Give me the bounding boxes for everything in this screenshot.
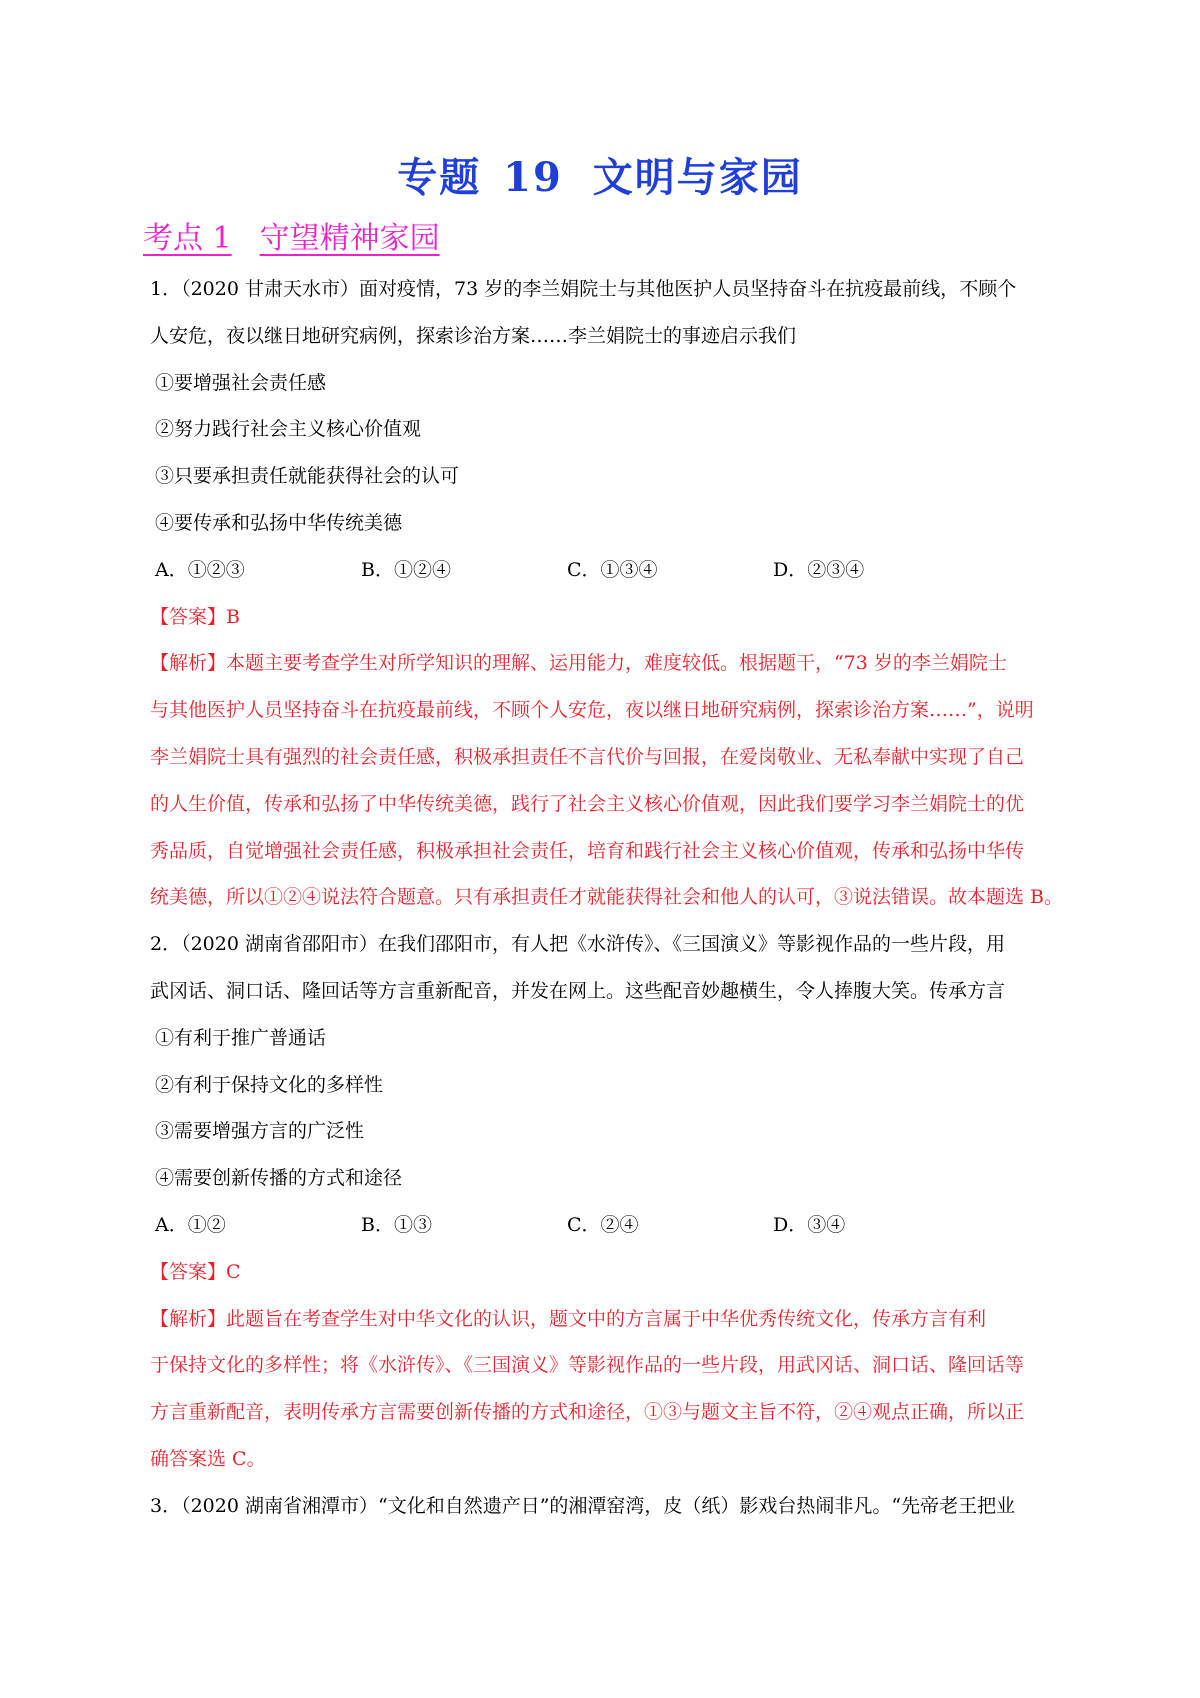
question-1-analysis-line-1: 【解析】本题主要考查学生对所学知识的理解、运用能力，难度较低。根据题干，“73 岁的李兰娟院士 — [150, 652, 1007, 675]
question-1-analysis-line-2: 与其他医护人员坚持奋斗在抗疫最前线，不顾个人安危，夜以继日地研究病例，探索诊治方案……”，说明 — [150, 699, 1034, 722]
question-1-line-2: 人安危，夜以继日地研究病例，探索诊治方案……李兰娟院士的事迹启示我们 — [150, 324, 797, 347]
question-1-item-2: ②努力践行社会主义核心价值观 — [155, 418, 422, 441]
section-label: 考点 1 — [143, 221, 232, 256]
question-1-item-3: ③只要承担责任就能获得社会的认可 — [155, 465, 460, 488]
question-1-analysis-line-6: 统美德，所以①②④说法符合题意。只有承担责任才就能获得社会和他人的认可，③说法错误。故本题选 B。 — [150, 886, 1064, 909]
question-1-answer: 【答案】B — [150, 605, 240, 628]
question-1-analysis-line-4: 的人生价值，传承和弘扬了中华传统美德，践行了社会主义核心价值观，因此我们要学习李兰娟院士的优 — [150, 792, 1025, 815]
question-2-item-1: ①有利于推广普通话 — [155, 1026, 327, 1049]
question-2-line-1: 2．（2020 湖南省邵阳市）在我们邵阳市，有人把《水浒传》、《三国演义》等影视作品的一些片段，用 — [150, 933, 1005, 956]
question-1-analysis-line-5: 秀品质，自觉增强社会责任感，积极承担社会责任，培育和践行社会主义核心价值观，传承和弘扬中华传 — [150, 839, 1025, 862]
option-c: C．②④ — [567, 1213, 639, 1236]
question-1-analysis-line-3: 李兰娟院士具有强烈的社会责任感，积极承担责任不言代价与回报，在爱岗敬业、无私奉献中实现了自己 — [150, 745, 1025, 768]
section-heading — [143, 213, 440, 257]
document-body — [150, 266, 1100, 1530]
title-text: 文明与家园 — [592, 154, 803, 201]
question-3-line-1: 3．（2020 湖南省湘潭市）“文化和自然遗产日”的湘潭窑湾，皮（纸）影戏台热闹非凡。“先帝老王把业 — [150, 1494, 1016, 1517]
option-d: D．③④ — [773, 1213, 846, 1236]
option-a: A．①② — [155, 1213, 226, 1236]
question-2-line-2: 武冈话、洞口话、隆回话等方言重新配音，并发在网上。这些配音妙趣横生，令人捧腹大笑。传承方言 — [150, 979, 1006, 1002]
option-b: B．①②④ — [361, 558, 451, 581]
question-2-item-3: ③需要增强方言的广泛性 — [155, 1120, 365, 1143]
question-2-answer: 【答案】C — [150, 1260, 241, 1283]
question-2-item-2: ②有利于保持文化的多样性 — [155, 1073, 384, 1096]
question-1-line-1: 1．（2020 甘肃天水市）面对疫情，73 岁的李兰娟院士与其他医护人员坚持奋斗在抗疫最前线，不顾个 — [150, 278, 1017, 300]
option-b: B．①③ — [361, 1213, 432, 1236]
question-2-options — [150, 1202, 1100, 1249]
option-d: D．②③④ — [773, 558, 865, 581]
option-a: A．①②③ — [155, 558, 245, 581]
section-text: 守望精神家园 — [259, 221, 440, 256]
question-2-analysis-line-4: 确答案选 C。 — [150, 1447, 266, 1470]
question-2-analysis-line-2: 于保持文化的多样性；将《水浒传》、《三国演义》等影视作品的一些片段，用武冈话、洞口话、隆回话等 — [150, 1354, 1025, 1377]
title-number: 19 — [503, 154, 563, 201]
question-1-options — [150, 547, 1100, 594]
question-2-item-4: ④需要创新传播的方式和途径 — [155, 1167, 403, 1190]
question-1-item-4: ④要传承和弘扬中华传统美德 — [155, 511, 403, 534]
document-title — [0, 146, 1200, 203]
question-1-item-1: ①要增强社会责任感 — [155, 371, 327, 394]
question-2-analysis-line-3: 方言重新配音，表明传承方言需要创新传播的方式和途径，①③与题文主旨不符，②④观点正确，所以正 — [150, 1401, 1025, 1424]
title-prefix: 专题 — [397, 154, 482, 201]
option-c: C．①③④ — [567, 558, 658, 581]
question-2-analysis-line-1: 【解析】此题旨在考查学生对中华文化的认识，题文中的方言属于中华优秀传统文化，传承方言有利 — [150, 1307, 987, 1330]
